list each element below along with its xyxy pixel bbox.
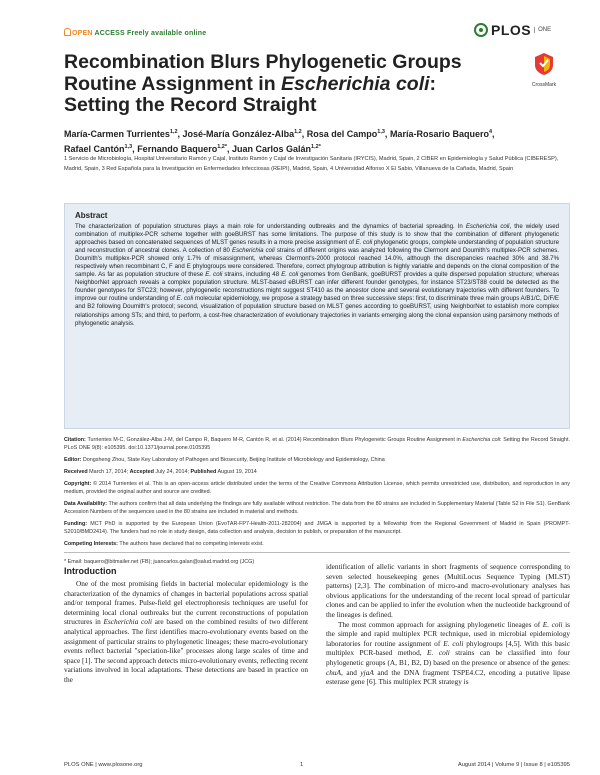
article-metadata	[64, 436, 570, 570]
footer-journal: PLOS ONE | www.plosone.org	[64, 762, 143, 768]
editor: Editor: Dongsheng Zhou, State Key Laboratory of Pathogen and Biosecurity, Beijing Institute of Microbiology and Epidemiology, China	[64, 457, 385, 463]
author-affiliations: 1 Servicio de Microbiología, Hospital Universitario Ramón y Cajal, Instituto Ramón y Cajal de Investigación Sanitaria (IRYCIS), Madrid, Spain, 2 CIBER en Epidemiología y Salud Pública (CIBERESP), Madrid, Spain, 3 Red Española para la Investigación en Enfermedades Infecciosas (REIPI), Madrid, Spain, 4 Universidad Alfonso X El Sabio, Villanueva de la Cañada, Madrid, Spain	[64, 156, 559, 172]
crossmark-badge[interactable]	[524, 52, 564, 88]
plos-logo-icon	[474, 23, 488, 37]
author: Juan Carlos Galán$^{1,2*}$	[232, 144, 321, 154]
author-list: María-Carmen Turrientes$^{1,2}$, José-María González-Alba$^{1,2}$, Rosa del Campo$^{1,3}$, María-Rosario Baquero$^4$, Rafael Cantón$^{1,3}$, Fernando Baquero$^{1,2*}$, Juan Carlos Galán$^{1,2*}$	[64, 129, 495, 154]
author: Rafael Cantón$^{1,3}$	[64, 144, 133, 154]
competing-interests: Competing Interests: The authors have declared that no competing interests exist.	[64, 541, 264, 547]
journal-brand	[474, 22, 551, 38]
author: María-Rosario Baquero$^4$	[389, 129, 493, 139]
copyright: Copyright: © 2014 Turrientes et al. This is an open-access article distributed under the terms of the Creative Commons Attribution License, which permits unrestricted use, distribution, and reproduction in any medium, provided the original author and source are credited.	[64, 481, 570, 495]
open-access-lock-icon	[64, 28, 71, 36]
intro-paragraph: The most common approach for assigning phylogenetic lineages of E. coli is the simple and rapid multiplex PCR technique, used in microbial epidemiology laboratories for routine assignment of E. coli phylogroups [4,5]. With this basic multiplex PCR-based method, E. coli strains can be classified into four phylogenetic groups (A, B1, B2, D) based on the presence or absence of the genes: chuA, and yjaA and the DNA fragment TSPE4.C2, encoding a putative lipase esterase gene [6]. This multiplex PCR strategy is	[326, 619, 570, 687]
intro-right-column	[326, 562, 570, 687]
abstract-box	[64, 203, 570, 429]
footer-issue: August 2014 | Volume 9 | Issue 8 | e105395	[457, 762, 570, 768]
article-title: Recombination Blurs Phylogenetic Groups Routine Assignment in Escherichia coli: Setting the Record Straight	[64, 51, 462, 116]
page-header	[0, 0, 600, 46]
author: Rosa del Campo$^{1,3}$	[306, 129, 385, 139]
dates: Received March 17, 2014; Accepted July 24, 2014; Published August 19, 2014	[64, 469, 257, 475]
citation: Citation: Turrientes M-C, González-Alba J-M, del Campo R, Baquero M-R, Cantón R, et al. (2014) Recombination Blurs Phylogenetic Groups Routine Assignment in Escherichia coli: Setting the Record Straight. PLoS ONE 9(8): e105395. doi:10.1371/journal.pone.0105395	[64, 437, 570, 451]
crossmark-icon	[533, 52, 555, 76]
abstract-heading: Abstract	[75, 211, 108, 220]
journal-subname: ONE	[534, 27, 551, 33]
corresponding-email[interactable]: * Email: baquero@bitmailer.net (FB); juancarlos.galan@salud.madrid.org (JCG)	[64, 559, 255, 565]
introduction-heading: Introduction	[64, 566, 117, 576]
intro-left-column: One of the most promising fields in bacterial molecular epidemiology is the characterization of the dynamics of changes in bacterial populations across spatial and/or temporal frames. Pulse-field gel electrophoresis techniques are useful for determining local clonal outbreaks but the current reconstructions of population structures in Escherichia coli are based on the combined results of two different analytical approaches. The first identifies macro-evolutionary events based on the assignment of particular strains to phylogenetic lineages; these macro-evolutionary events reflect bacterial "speciation-like" processes along large scales of time and space [1]. The second approach detects micro-evolutionary events, reflecting recent variations involved in local adaptations. These detections are based in practice on the	[64, 579, 309, 684]
funding: Funding: MCT PhD is supported by the European Union (EvoTAR-FP7-Health-2011-282004) and JMGA is supported by a fellowship from the Regional Government of Madrid in Spain (PROMPT-S2010/BMD2414). The funders had no role in study design, data collection and analysis, decision to publish, or preparation of the manuscript.	[64, 521, 570, 535]
data-availability: Data Availability: The authors confirm that all data underlying the findings are fully available without restriction. The data from the 80 strains are included in Supplementary Material (Table S2 in File S1). GenBank Accession Numbers of the sequences used in the 80 strains are included in material and methods.	[64, 501, 570, 515]
page-number: 1	[300, 762, 304, 768]
divider	[64, 552, 570, 553]
open-access-badge: OPEN ACCESS Freely available online	[64, 28, 206, 37]
crossmark-label: CrossMark	[531, 82, 557, 88]
intro-paragraph: identification of allelic variants in short fragments of sequence corresponding to seven selected housekeeping genes (MultiLocus Sequence Typing (MLST) patterns) [2,3]. The combination of micro-and macro-evolutionary analyses has obvious applications for the understanding of the recent local spread of particular clones and can be applied to infer the evolution when the nucleotide background of the lineages is defined.	[326, 562, 570, 619]
page-footer	[64, 762, 570, 772]
author: María-Carmen Turrientes$^{1,2}$	[64, 129, 178, 139]
abstract-text: The characterization of population structures plays a main role for understanding outbreaks and the dynamics of bacterial spreading. In Escherichia coli, the widely used combination of multiplex-PCR scheme together with goeBURST has some limitations. The purpose of this study is to show that the combination of different phylogenetic approaches based on concatenated sequences of MLST genes results in a more precise assignment of E. coli phylogenetic groups, complete understanding of population structure and reconstruction of ancestral clones. A collection of 80 Escherichia coli strains of different origins was analyzed following the Clermont and Doumith's multiplex-PCR schemes. Doumith's multiplex-PCR showed only 1.7% of misassignment, whereas Clermont's-2000 protocol reached 14.0%, although the discrepancies reached 30% and 38.7% respectively when recombinant C, F and E phylogroups were considered. Therefore, correct phylogroup attribution is highly variable and depends on the clonal composition of the sample. As far as population structure of these E. coli strains, including 48 E. coli genomes from GenBank, goeBURST provides a quite dispersed population structure; whereas NeighborNet approach reveals a complex population structure. MLST-based eBURST can infer different founder genotypes, for instance ST23/ST88 could be detected as the founder genotypes for STC23; however, phylogenetic reconstructions might suggest ST410 as the ancestor clone and several evolutionary trajectories with different founders. To improve our routine understanding of E. coli molecular epidemiology, we propose a strategy based on three successive steps: first, to discriminate three main groups A/B1/C, D/F/E and B2 following Doumith's protocol; second, visualization of population structure based on MLST genes according to goeBURST, using NeighborNet to establish more complex relationships among STs; and third, to perform, a cost-free characterization of evolutionary trajectories in variants emerging along the clonal expansion using parsimony methods of phylogenetic analysis.	[75, 223, 559, 327]
author: José-María González-Alba$^{1,2}$	[182, 129, 302, 139]
author: Fernando Baquero$^{1,2*}$	[137, 144, 227, 154]
journal-name: PLOS	[491, 22, 532, 38]
